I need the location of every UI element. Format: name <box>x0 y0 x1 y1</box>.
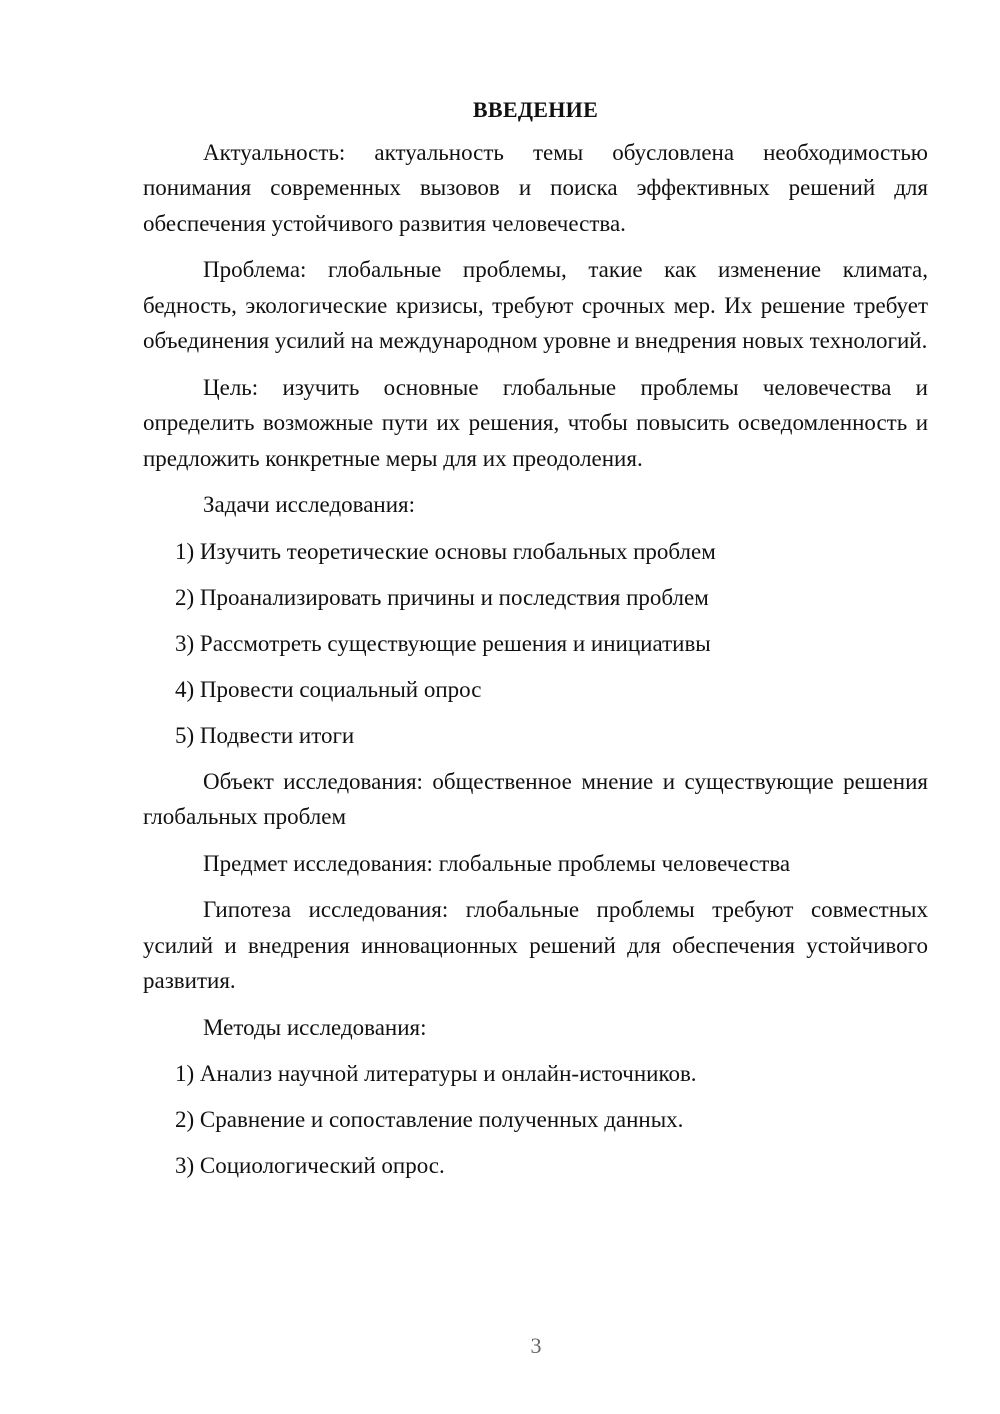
list-item: 4) Провести социальный опрос <box>175 676 482 702</box>
subject-paragraph: Предмет исследования: глобальные проблемы человечества <box>203 850 791 876</box>
object-paragraph: Объект исследования: общественное мнение и существующие решения глобальных проблем <box>143 768 928 829</box>
goal-paragraph: Цель: изучить основные глобальные проблемы человечества и определить возможные пути их решения, чтобы повысить осведомленность и предложить конкретные меры для их преодоления. <box>143 374 928 471</box>
list-item: 1) Анализ научной литературы и онлайн-источников. <box>175 1061 697 1086</box>
tasks-list <box>143 534 928 754</box>
list-item: 3) Социологический опрос. <box>175 1153 445 1178</box>
list-item: 2) Сравнение и сопоставление полученных данных. <box>175 1107 684 1132</box>
section-title: ВВЕДЕНИЕ <box>472 97 599 122</box>
tasks-heading: Задачи исследования: <box>203 492 416 517</box>
problem-paragraph: Проблема: глобальные проблемы, такие как изменение климата, бедность, экологические кризисы, требуют срочных мер. Их решение требует объединения усилий на международном уровне и внедрения новых технологий. <box>143 257 928 353</box>
methods-heading: Методы исследования: <box>203 1014 427 1040</box>
list-item: 5) Подвести итоги <box>175 722 355 748</box>
hypothesis-paragraph: Гипотеза исследования: глобальные проблемы требуют совместных усилий и внедрения инновационных решений для обеспечения устойчивого развития. <box>143 897 928 993</box>
methods-list <box>143 1056 928 1184</box>
page-content <box>143 92 928 1194</box>
list-item: 1) Изучить теоретические основы глобальных проблем <box>175 538 716 564</box>
list-item: 3) Рассмотреть существующие решения и инициативы <box>175 630 711 656</box>
relevance-paragraph: Актуальность: актуальность темы обусловлена необходимостью понимания современных вызовов и поиска эффективных решений для обеспечения устойчивого развития человечества. <box>143 139 928 236</box>
page-number: 3 <box>530 1333 542 1358</box>
list-item: 2) Проанализировать причины и последствия проблем <box>175 584 709 610</box>
